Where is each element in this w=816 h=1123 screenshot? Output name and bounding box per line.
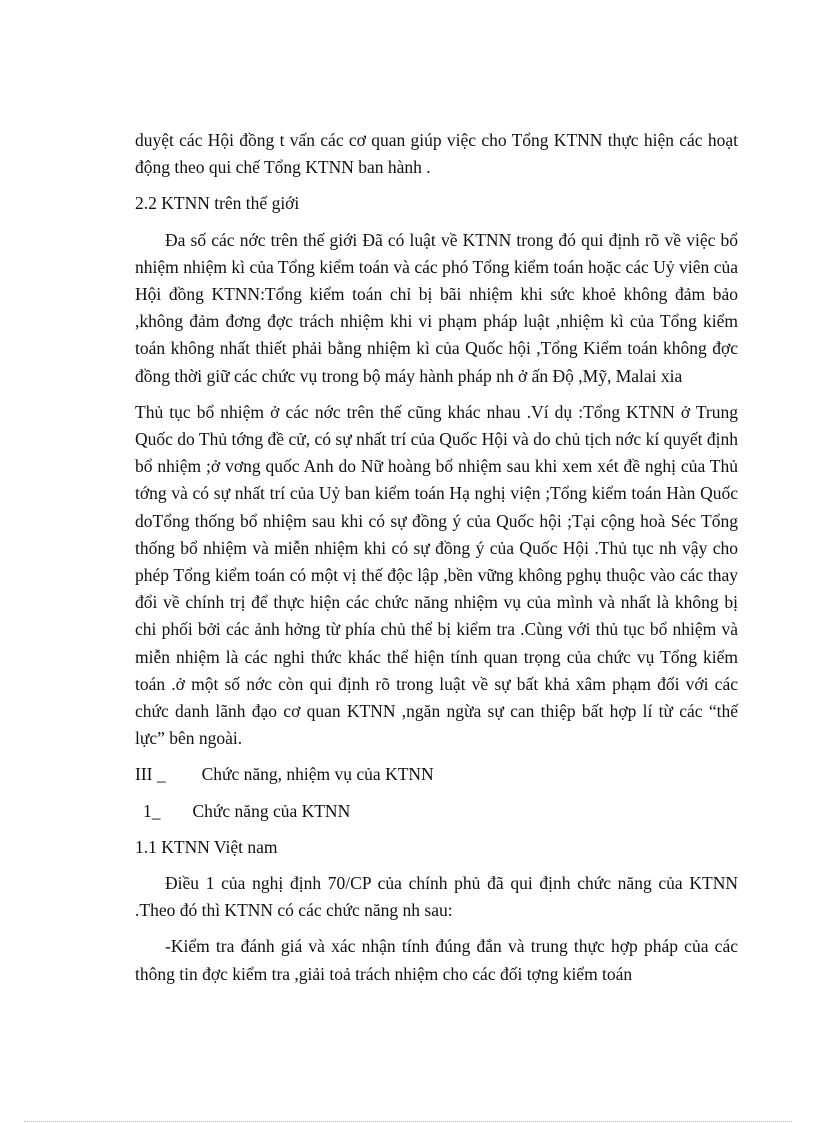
heading-III-number: III _	[135, 764, 166, 785]
heading-section-III	[135, 761, 738, 788]
heading-1-number: 1_	[143, 800, 161, 821]
heading-1-text: Chức năng của KTNN	[192, 800, 351, 821]
heading-section-1	[135, 798, 738, 825]
paragraph-function-audit: -Kiểm tra đánh giá và xác nhận tính đúng đắn và trung thực hợp pháp của các thông tin đợc kiểm tra ,giải toả trách nhiệm cho các đối tợng kiểm toán	[135, 936, 738, 984]
page-bottom-divider	[24, 1121, 792, 1122]
paragraph-appointment-procedures: Thủ tục bổ nhiệm ở các nớc trên thế cũng khác nhau .Ví dụ :Tổng KTNN ở Trung Quốc do Thủ tớng đề cử, có sự nhất trí của Quốc Hội và do chủ tịch nớc kí quyết định bổ nhiệm ;ở vơng quốc Anh do Nữ hoàng bổ nhiệm sau khi xem xét đề nghị của Thủ tớng và có sự nhất trí của Uỷ ban kiểm toán Hạ nghị viện ;Tổng kiểm toán Hàn Quốc doTổng thống bổ nhiệm sau khi có sự đồng ý của Quốc hội ;Tại cộng hoà Séc Tổng thống bổ nhiệm và miễn nhiệm khi có sự đồng ý của Quốc Hội .Thủ tục nh vậy cho phép Tổng kiểm toán có một vị thế độc lập ,bền vững không pghụ thuộc vào các thay đổi về chính trị để thực hiện các chức năng nhiệm vụ của mình và nhất là không bị chi phối bởi các ảnh hởng từ phía chủ thể bị kiểm tra .Cùng với thủ tục bổ nhiệm và miễn nhiệm là các nghi thức khác thể hiện tính quan trọng của chức vụ Tổng kiểm toán .ở một số nớc còn qui định rõ trong luật về sự bất khả xâm phạm đối với các chức danh lãnh đạo cơ quan KTNN ,ngăn ngừa sự can thiệp bất hợp lí từ các “thế lực” bên ngoài.	[135, 401, 738, 749]
paragraph-decree-70: Điều 1 của nghị định 70/CP của chính phủ đã qui định chức năng của KTNN .Theo đó thì KTNN có các chức năng nh sau:	[135, 873, 738, 921]
heading-III-text: Chức năng, nhiệm vụ của KTNN	[201, 764, 434, 785]
heading-1-1: 1.1 KTNN Việt nam	[135, 836, 278, 857]
heading-2-2: 2.2 KTNN trên thế giới	[135, 193, 300, 214]
document-page	[135, 127, 738, 988]
paragraph-council-duties: duyệt các Hội đồng t vấn các cơ quan giúp việc cho Tổng KTNN thực hiện các hoạt động theo qui chế Tổng KTNN ban hành .	[135, 130, 738, 178]
paragraph-world-ktnn-laws: Đa số các nớc trên thế giới Đã có luật về KTNN trong đó qui định rõ về việc bổ nhiệm nhiệm kì của Tổng kiểm toán và các phó Tổng kiểm toán hoặc các Uỷ viên của Hội đồng KTNN:Tổng kiểm toán chỉ bị bãi nhiệm khi sức khoẻ không đảm bảo ,không đảm đơng đợc trách nhiệm khi vi phạm pháp luật ,nhiệm kì của Tổng kiểm toán không nhất thiết phải bằng nhiệm kì của Quốc hội ,Tổng Kiểm toán không đợc đồng thời giữ các chức vụ trong bộ máy hành pháp nh ở ấn Độ ,Mỹ, Malai xia	[135, 229, 738, 386]
